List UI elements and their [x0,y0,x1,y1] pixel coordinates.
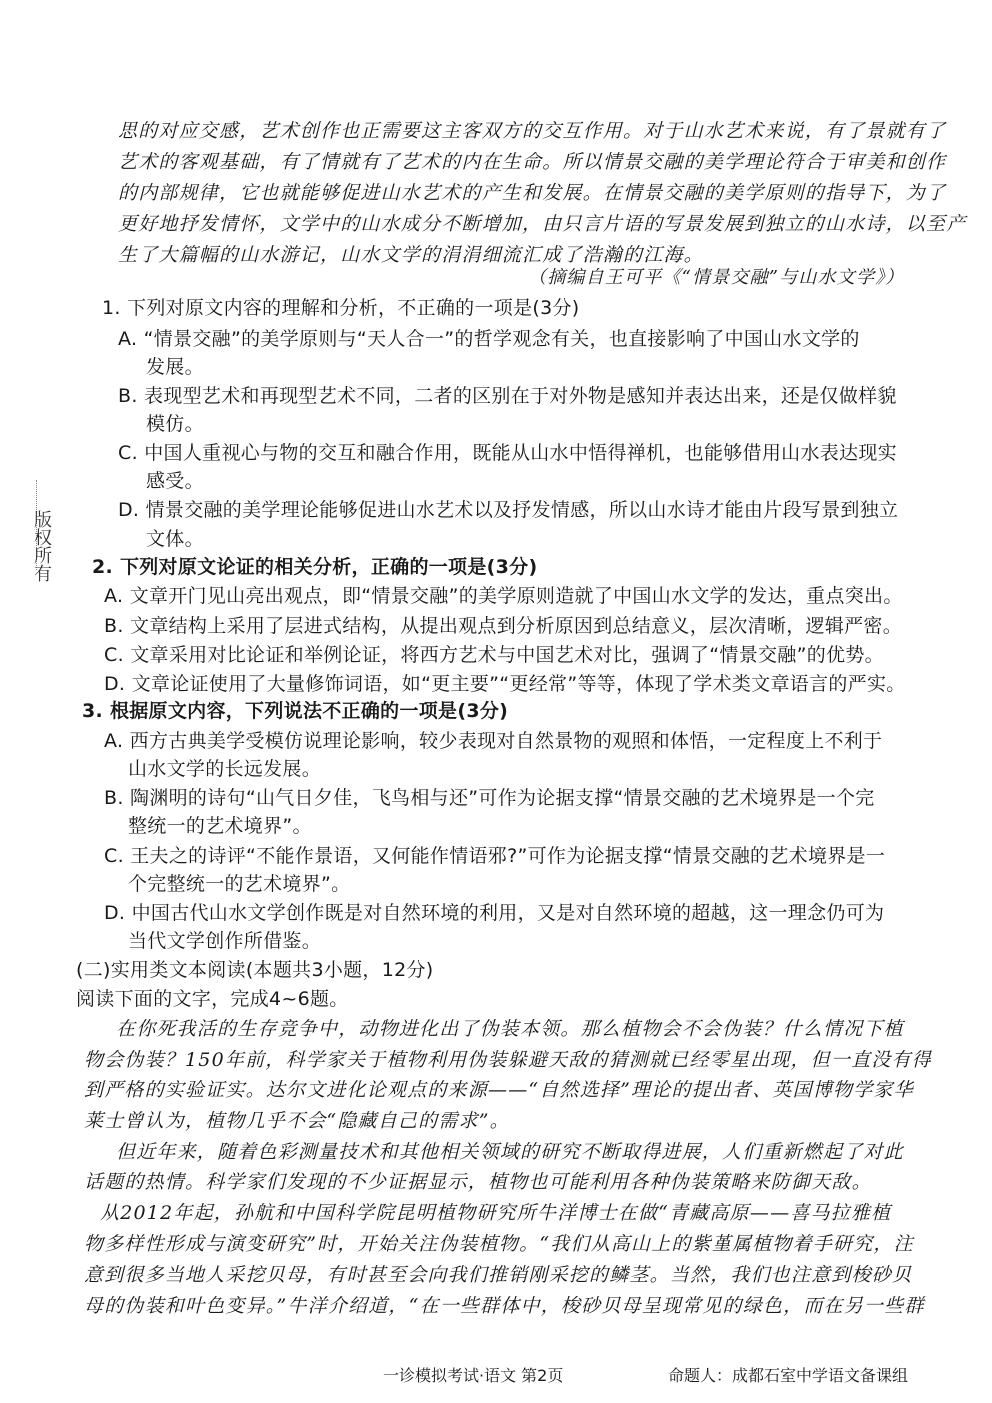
passage1-line-2: 艺术的客观基础，有了情就有了艺术的内在生命。所以情景交融的美学理论符合于审美和创作 [118,151,947,173]
passage2-line-8: 物多样性形成与演变研究”时，开始关注伪装植物。“我们从高山上的紫堇属植物着手研究，注 [84,1233,914,1255]
q1-option-a-cont: 发展。 [146,356,204,378]
q3-option-b-cont: 整统一的艺术境界”。 [128,815,312,837]
q2-option-d: D. 文章论证使用了大量修饰词语，如“更主要”“更经常”等等，体现了学术类文章语言的严实。 [104,673,906,695]
passage2-line-1: 在你死我活的生存竞争中，动物进化出了伪装本领。那么植物会不会伪装？什么情况下植 [116,1018,904,1040]
q3-option-d: D. 中国古代山水文学创作既是对自然环境的利用，又是对自然环境的超越，这一理念仍可为 [104,902,885,924]
q3-option-c: C. 王夫之的诗评“不能作景语，又何能作情语邪?”可作为论据支撑“情景交融的艺术境界是一 [104,845,886,867]
q3-option-a-cont: 山水文学的长远发展。 [128,758,322,780]
passage1-line-5: 生了大篇幅的山水游记，山水文学的涓涓细流汇成了浩瀚的江海。 [118,244,704,266]
passage2-line-3: 到严格的实验证实。达尔文进化论观点的来源——“自然选择”理论的提出者、英国博物学家华 [84,1079,914,1101]
footer-page-info: 一诊模拟考试·语文 第2页 [383,1366,564,1385]
q1-option-d-cont: 文体。 [146,528,204,550]
passage2-line-10: 母的伪装和叶色变异。”牛洋介绍道，“在一些群体中，梭砂贝母呈现常见的绿色，而在另一些群 [84,1295,925,1317]
section2-heading: (二)实用类文本阅读(本题共3小题，12分) [76,959,434,981]
question-3-stem: 3. 根据原文内容，下列说法不正确的一项是(3分) [82,700,509,722]
q1-option-c: C. 中国人重视心与物的交互和融合作用，既能从山水中悟得禅机，也能够借用山水表达现实 [118,442,897,464]
question-2-stem: 2. 下列对原文论证的相关分析，正确的一项是(3分) [92,556,538,578]
passage2-line-5: 但近年来，随着色彩测量技术和其他相关领域的研究不断取得进展，人们重新燃起了对此 [116,1141,904,1163]
margin-copyright-note: 版权所有 [31,510,52,582]
passage2-line-6: 话题的热情。科学家们发现的不少证据显示，植物也可能利用各种伪装策略来防御天敌。 [84,1171,872,1193]
q2-option-c: C. 文章采用对比论证和举例论证，将西方艺术与中国艺术对比，强调了“情景交融”的优势。 [104,644,884,666]
q2-option-a: A. 文章开门见山亮出观点，即“情景交融”的美学原则造就了中国山水文学的发达，重点突出。 [104,585,903,607]
q1-option-d: D. 情景交融的美学理论能够促进山水艺术以及抒发情感，所以山水诗才能由片段写景到独立 [118,499,899,521]
q3-option-d-cont: 当代文学创作所借鉴。 [128,930,322,952]
passage2-line-9: 意到很多当地人采挖贝母，有时甚至会向我们推销刚采挖的鳞茎。当然，我们也注意到梭砂贝 [84,1264,913,1286]
q3-option-a: A. 西方古典美学受模仿说理论影响，较少表现对自然景物的观照和体悟，一定程度上不利于 [104,730,883,752]
q2-option-b: B. 文章结构上采用了层进式结构，从提出观点到分析原因到总结意义，层次清晰，逻辑严密。 [104,615,903,637]
footer-author: 命题人：成都石室中学语文备课组 [668,1366,909,1385]
q3-option-c-cont: 个完整统一的艺术境界”。 [128,873,351,895]
q1-option-b: B. 表现型艺术和再现型艺术不同，二者的区别在于对外物是感知并表达出来，还是仅做样貌 [118,385,897,407]
section2-instruction: 阅读下面的文字，完成4~6题。 [76,988,349,1010]
q3-option-b: B. 陶渊明的诗句“山气日夕佳，飞鸟相与还”可作为论据支撑“情景交融的艺术境界是一个完 [104,787,875,809]
question-1-stem: 1. 下列对原文内容的理解和分析，不正确的一项是(3分) [102,297,580,319]
passage2-line-4: 莱士曾认为，植物几乎不会“隐藏自己的需求”。 [84,1110,510,1132]
q1-option-b-cont: 模仿。 [146,413,204,435]
passage2-line-7: 从2012年起，孙航和中国科学院昆明植物研究所牛洋博士在做“青藏高原——喜马拉雅植 [100,1202,892,1224]
passage1-line-4: 更好地抒发情怀，文学中的山水成分不断增加，由只言片语的写景发展到独立的山水诗，以至产 [118,213,967,235]
q1-option-c-cont: 感受。 [146,470,204,492]
passage1-line-1: 思的对应交感，艺术创作也正需要这主客双方的交互作用。对于山水艺术来说，有了景就有了 [118,120,947,142]
passage1-line-3: 的内部规律，它也就能够促进山水艺术的产生和发展。在情景交融的美学原则的指导下，为了 [118,182,947,204]
source-note: （摘编自王可平《“情景交融”与山水文学》） [528,267,905,288]
q1-option-a: A. “情景交融”的美学原则与“天人合一”的哲学观念有关，也直接影响了中国山水文学的 [118,328,860,350]
passage2-line-2: 物会伪装？150年前，科学家关于植物利用伪装躲避天敌的猜测就已经零星出现，但一直没有得 [84,1049,932,1071]
